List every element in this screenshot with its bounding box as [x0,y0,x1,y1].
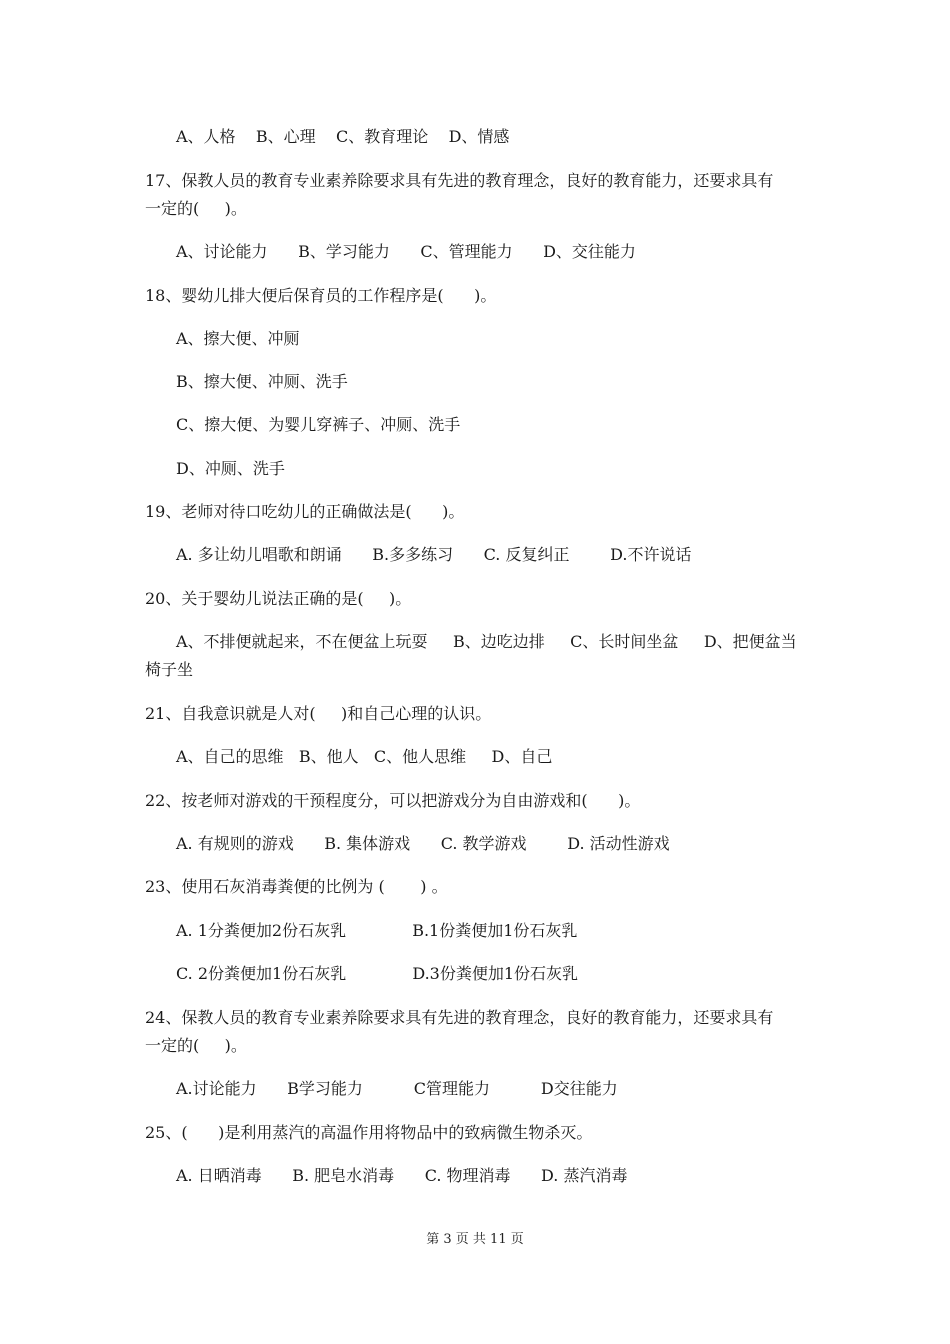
q21-stem: 21、自我意识就是人对( )和自己心理的认识。 [145,704,492,723]
q19-options: A. 多让幼儿唱歌和朗诵 B.多多练习 C. 反复纠正 D.不许说话 [176,545,692,564]
q19-stem: 19、老师对待口吃幼儿的正确做法是( )。 [145,502,465,521]
q22-options: A. 有规则的游戏 B. 集体游戏 C. 教学游戏 D. 活动性游戏 [176,834,670,853]
q23-options-row1: A. 1分粪便加2份石灰乳 B.1份粪便加1份石灰乳 [176,921,578,940]
q25-options: A. 日晒消毒 B. 肥皂水消毒 C. 物理消毒 D. 蒸汽消毒 [176,1166,628,1185]
q18-option-d: D、冲厕、洗手 [176,459,285,478]
q22-stem: 22、按老师对游戏的干预程度分，可以把游戏分为自由游戏和( )。 [145,791,641,810]
q16-options: A、人格 B、心理 C、教育理论 D、情感 [176,127,510,146]
q21-options: A、自己的思维 B、他人 C、他人思维 D、自己 [176,747,553,766]
q20-stem: 20、关于婴幼儿说法正确的是( )。 [145,589,412,608]
q17-options: A、讨论能力 B、学习能力 C、管理能力 D、交往能力 [176,242,636,261]
q18-stem: 18、婴幼儿排大便后保育员的工作程序是( )。 [145,286,497,305]
q25-stem: 25、( )是利用蒸汽的高温作用将物品中的致病微生物杀灭。 [145,1123,593,1142]
q20-options: A、不排便就起来，不在便盆上玩耍 B、边吃边排 C、长时间坐盆 D、把便盆当 [176,632,797,651]
q17-stem: 17、保教人员的教育专业素养除要求具有先进的教育理念，良好的教育能力，还要求具有 [145,171,774,190]
q18-option-b: B、擦大便、冲厕、洗手 [176,372,348,391]
q23-options-row2: C. 2份粪便加1份石灰乳 D.3份粪便加1份石灰乳 [176,964,579,983]
q17-stem-cont: 一定的( )。 [145,199,247,218]
page-footer: 第 3 页 共 11 页 [426,1232,524,1247]
q24-stem: 24、保教人员的教育专业素养除要求具有先进的教育理念，良好的教育能力，还要求具有 [145,1008,774,1027]
q24-options: A.讨论能力 B学习能力 C管理能力 D交往能力 [176,1079,618,1098]
q20-options-cont: 椅子坐 [145,660,194,679]
q18-option-c: C、擦大便、为婴儿穿裤子、冲厕、洗手 [176,415,461,434]
q18-option-a: A、擦大便、冲厕 [176,329,300,348]
q23-stem: 23、使用石灰消毒粪便的比例为 ( ) 。 [145,877,448,896]
q24-stem-cont: 一定的( )。 [145,1036,247,1055]
